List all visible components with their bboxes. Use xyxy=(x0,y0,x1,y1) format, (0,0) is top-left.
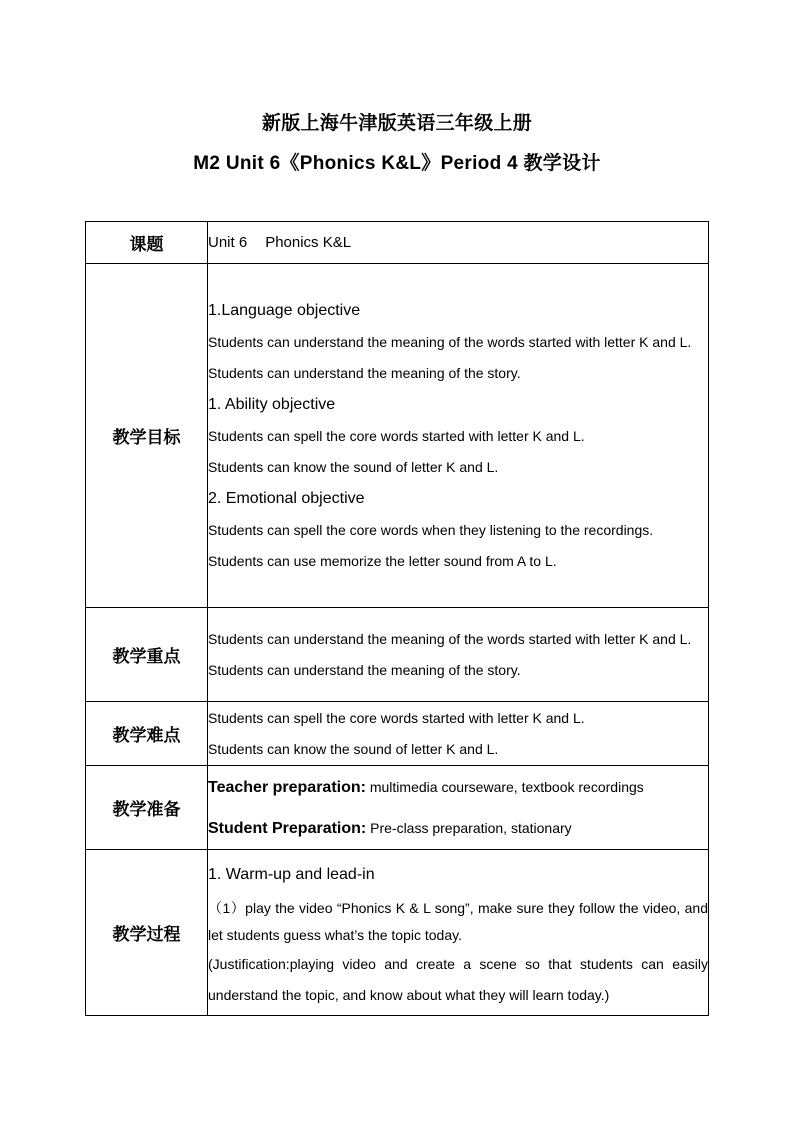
table-row-process xyxy=(86,850,709,1016)
table-row-key-points xyxy=(86,608,709,702)
teacher-preparation-value: multimedia courseware, textbook recordings xyxy=(365,778,644,795)
difficulty-line: Students can know the sound of letter K and L. xyxy=(208,740,499,757)
objective-heading: 1. Ability objective xyxy=(208,395,336,413)
topic-cell xyxy=(208,222,709,264)
preparation-cell xyxy=(208,766,709,850)
process-cell xyxy=(208,850,709,1016)
objective-line: Students can understand the meaning of the story. xyxy=(208,364,521,381)
objective-heading: 1.Language objective xyxy=(208,301,361,319)
topic-unit: Unit 6 xyxy=(208,233,248,251)
table-row-objectives xyxy=(86,264,709,608)
document-subtitle: M2 Unit 6《Phonics K&L》Period 4 教学设计 xyxy=(193,153,601,174)
student-preparation-key: Student Preparation: xyxy=(208,819,367,837)
lesson-plan-table xyxy=(85,221,709,1016)
difficulties-cell xyxy=(208,702,709,766)
objective-heading: 2. Emotional objective xyxy=(208,489,365,507)
label-key-points: 教学重点 xyxy=(86,608,208,702)
process-paragraph: （1）play the video “Phonics K & L song”, make sure they follow the video, and let students guess what’s the topic today. xyxy=(208,899,708,943)
objective-line: Students can know the sound of letter K and L. xyxy=(208,458,499,475)
process-justification: (Justification:playing video and create a scene so that students can easily understand the topic, and know about what they will learn today.) xyxy=(208,955,708,1003)
document-title: 新版上海牛津版英语三年级上册 xyxy=(261,113,533,134)
objectives-cell xyxy=(208,264,709,608)
label-difficulties: 教学难点 xyxy=(86,702,208,766)
objective-line: Students can spell the core words started with letter K and L. xyxy=(208,427,585,444)
key-point-line: Students can understand the meaning of the words started with letter K and L. xyxy=(208,630,692,647)
table-row-difficulties xyxy=(86,702,709,766)
table-row-preparation xyxy=(86,766,709,850)
student-preparation xyxy=(208,808,708,849)
objective-line: Students can spell the core words when they listening to the recordings. xyxy=(208,521,654,538)
label-objectives: 教学目标 xyxy=(86,264,208,608)
process-heading: 1. Warm-up and lead-in xyxy=(208,865,375,883)
teacher-preparation xyxy=(208,767,708,808)
label-topic: 课题 xyxy=(86,222,208,264)
difficulty-line: Students can spell the core words started with letter K and L. xyxy=(208,709,585,726)
student-preparation-value: Pre-class preparation, stationary xyxy=(366,819,572,836)
label-process: 教学过程 xyxy=(86,850,208,1016)
table-row-topic xyxy=(86,222,709,264)
key-points-cell xyxy=(208,608,709,702)
label-preparation: 教学准备 xyxy=(86,766,208,850)
objective-line: Students can understand the meaning of the words started with letter K and L. xyxy=(208,333,692,350)
objective-line: Students can use memorize the letter sound from A to L. xyxy=(208,552,557,569)
key-point-line: Students can understand the meaning of the story. xyxy=(208,661,521,678)
teacher-preparation-key: Teacher preparation: xyxy=(208,778,366,796)
topic-name: Phonics K&L xyxy=(265,233,352,251)
